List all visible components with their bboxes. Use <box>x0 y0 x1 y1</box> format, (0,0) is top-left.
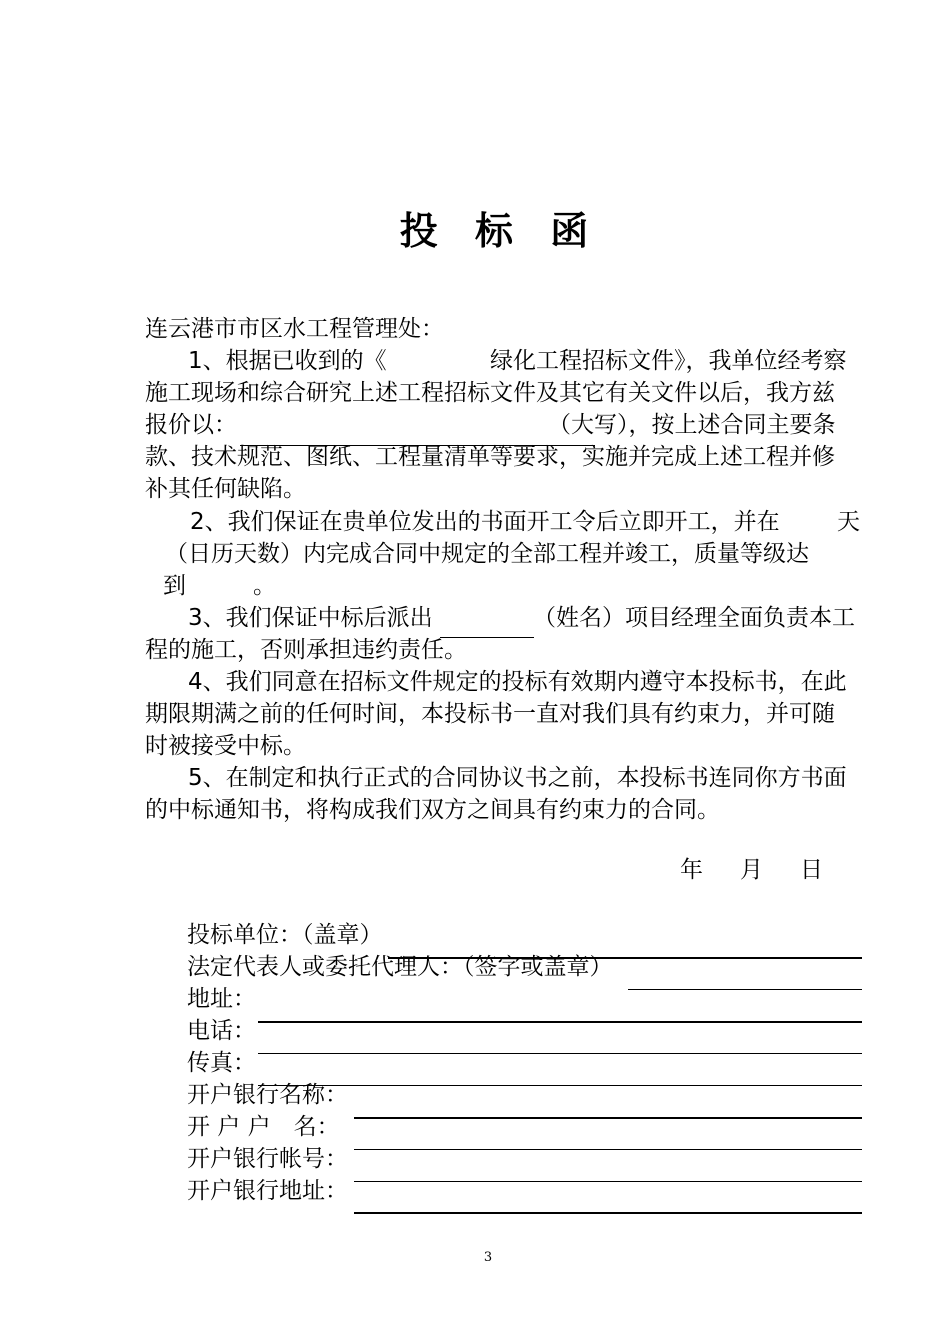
bid-letter-page: 投 标 函 连云港市市区水工程管理处： 1、根据已收到的《 绿化工程招标文件》，我单位经考察 施工现场和综合研究上述工程招标文件及其它有关文件以后，我方兹 报价以： （大写），按上述合同主要条 款、技术规范、图纸、工程量清单等要求，实施并完成上述工程并修 补其任何缺陷。 2、我们保证在贵单位发出的书面开工令后立即开工，并在 天 （日历天数）内完成合同中规定的全部工程并竣工，质量等级达 到 。 3、我们保证中标后派出 （姓名）项目经理全面负责本工 程的施工，否则承担违约责任。 4、我们同意在招标文件规定的投标有效期内遵守本投标书，在此 期限期满之前的任何时间，本投标书一直对我们具有约束力，并可随 时被接受中标。 5、在制定和执行正式的合同协议书之前，本投标书连同你方书面 的中标通知书，将构成我们双方之间具有约束力的合同。 年 月 日 投标单位：（盖章） 法定代表人或委托代理人：（签字或盖章） 地址： 电话： 传真： 开户银行名称： 开 户 户 名： 开户银行帐号： 开户银行地址： 3 <box>0 0 950 1344</box>
account-name-label: 开 户 户 名： <box>187 1114 340 1140</box>
account-name-blank[interactable] <box>354 1149 862 1150</box>
legal-rep-blank[interactable] <box>628 989 862 990</box>
bidder-label: 投标单位：（盖章） <box>187 922 383 948</box>
para4-line2: 期限期满之前的任何时间，本投标书一直对我们具有约束力，并可随 <box>145 701 835 727</box>
address-blank[interactable] <box>258 1021 862 1023</box>
bank-name-label: 开户银行名称： <box>187 1082 348 1108</box>
account-no-blank[interactable] <box>354 1181 862 1182</box>
address-label: 地址： <box>187 986 256 1012</box>
phone-label: 电话： <box>187 1018 256 1044</box>
para1-line4: 款、技术规范、图纸、工程量清单等要求，实施并完成上述工程并修 <box>145 444 835 470</box>
para4-line1: 4、我们同意在招标文件规定的投标有效期内遵守本投标书，在此 <box>188 669 847 695</box>
para1-line2: 施工现场和综合研究上述工程招标文件及其它有关文件以后，我方兹 <box>145 380 835 406</box>
legal-rep-label: 法定代表人或委托代理人：（签字或盖章） <box>187 954 613 980</box>
account-no-label: 开户银行帐号： <box>187 1146 348 1172</box>
document-title: 投 标 函 <box>399 209 601 253</box>
para5-line1: 5、在制定和执行正式的合同协议书之前，本投标书连同你方书面 <box>188 765 847 791</box>
date-year: 年 <box>680 857 703 883</box>
bank-address-blank[interactable] <box>354 1212 862 1214</box>
para5-line2: 的中标通知书，将构成我们双方之间具有约束力的合同。 <box>145 797 720 823</box>
fax-label: 传真： <box>187 1050 256 1076</box>
phone-blank[interactable] <box>258 1053 862 1054</box>
para4-line3: 时被接受中标。 <box>145 733 306 759</box>
date-month: 月 <box>740 857 763 883</box>
fax-blank[interactable] <box>258 1085 862 1086</box>
para3-line2: 程的施工，否则承担违约责任。 <box>145 637 467 663</box>
project-manager-blank[interactable] <box>440 637 534 638</box>
page-number: 3 <box>483 1250 493 1265</box>
para1-line5: 补其任何缺陷。 <box>145 476 306 502</box>
para2-line2: （日历天数）内完成合同中规定的全部工程并竣工，质量等级达 <box>165 541 809 567</box>
bank-name-blank[interactable] <box>354 1117 862 1119</box>
date-day: 日 <box>800 857 823 883</box>
bank-address-label: 开户银行地址： <box>187 1178 348 1204</box>
recipient: 连云港市市区水工程管理处： <box>145 316 444 342</box>
